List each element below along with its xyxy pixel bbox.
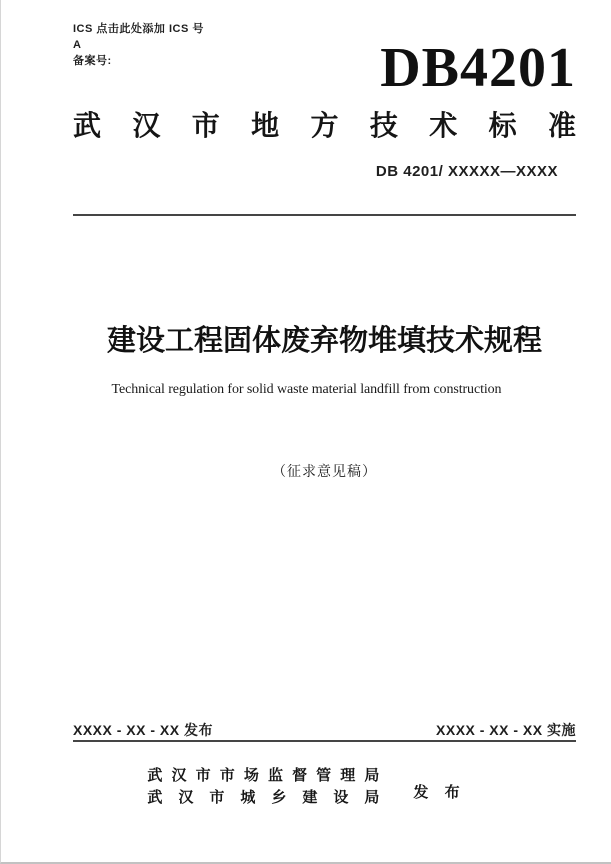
record-number-label: 备案号:	[73, 55, 112, 67]
publisher-block	[1, 765, 611, 809]
document-title-chinese: 建设工程固体废弃物堆填技术规程	[106, 325, 542, 357]
publisher-name-1: 武 汉 市 市 场 监 督 管 理 局	[147, 767, 380, 784]
implement-date: XXXX - XX - XX 实施	[436, 722, 576, 738]
header-divider-rule	[73, 214, 576, 216]
standard-number: DB 4201/ XXXXX—XXXX	[375, 163, 558, 180]
document-title-english: Technical regulation for solid waste material landfill from construction	[111, 382, 502, 397]
draft-status-note: （征求意见稿）	[272, 465, 377, 480]
publisher-names	[147, 765, 379, 809]
standard-code-logo: DB4201	[380, 37, 576, 99]
issue-date: XXXX - XX - XX 发布	[73, 722, 213, 738]
dates-row	[73, 720, 576, 740]
footer-divider-rule	[73, 740, 576, 742]
ics-placeholder[interactable]: ICS 点击此处添加 ICS 号	[73, 23, 204, 35]
classification-code: A	[73, 39, 82, 51]
standard-type-heading: 武 汉 市 地 方 技 术 标 准	[73, 110, 576, 141]
publish-label: 发 布	[413, 783, 466, 801]
publisher-name-2: 武 汉 市 城 乡 建 设 局	[147, 789, 380, 806]
